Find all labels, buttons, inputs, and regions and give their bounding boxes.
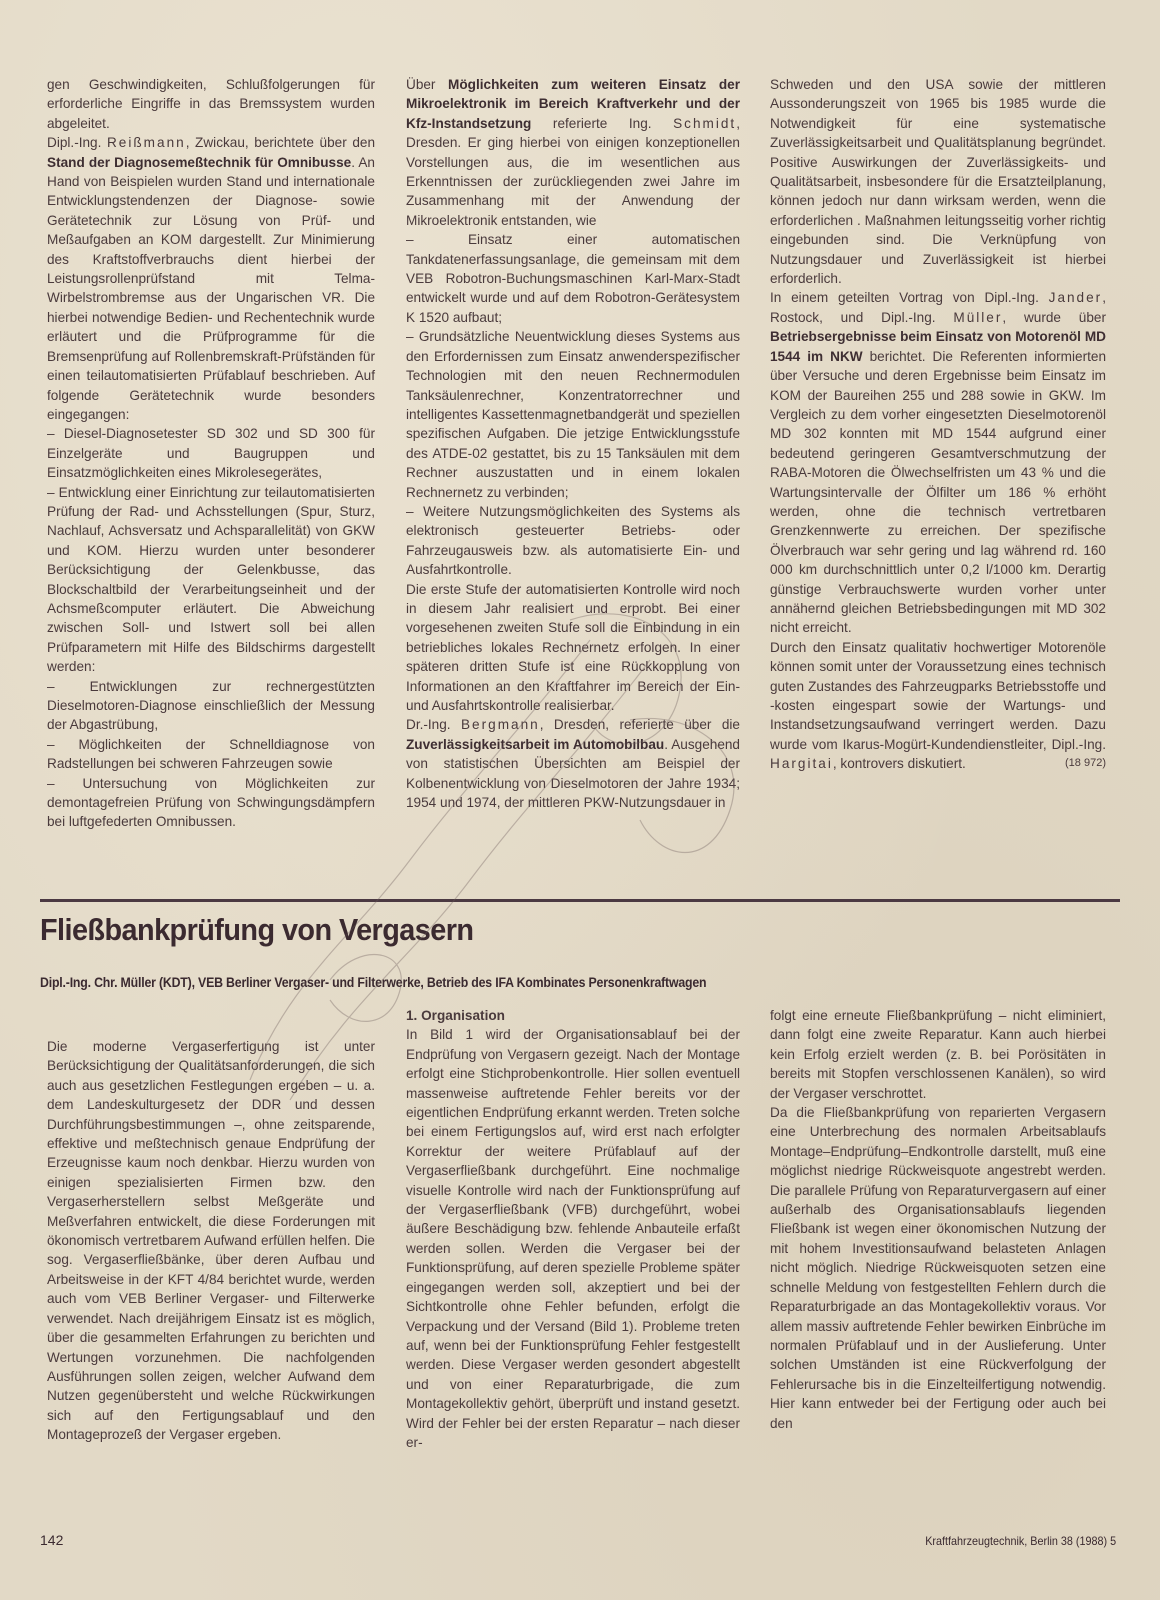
text-run: , kontrovers diskutiert.: [832, 756, 966, 772]
text-run: Dipl.-Ing.: [47, 135, 107, 151]
person-name: Bergmann: [460, 717, 540, 733]
paragraph: [47, 133, 375, 424]
text-run: , Dresden. Er ging hierbei von einigen konzeptionellen Vorstellungen aus, die im wesentlichen aus Erkenntnissen der zurückliegenden zwei Jahre im Zusammenhang mit der Anwendung der Mikroelektronik entstanden, wie: [406, 115, 740, 228]
text-run: , wurde über: [1002, 309, 1107, 325]
section-heading: 1. Organisation: [406, 1008, 505, 1023]
paragraph: [406, 580, 740, 716]
text-run: – Möglichkeiten der Schnelldiagnose von Radstellungen bei schweren Fahrzeugen sowie: [47, 736, 375, 772]
text-run: Die moderne Vergaserfertigung ist unter Berücksichtigung der Qualitätsanforderungen, die sich auch aus gesetzlichen Festlegungen ergeben – u. a. dem Landeskulturgesetz der DDR und dessen Durchführungsbestimmungen –, ohne zeitsparende, effektive und meßtechnisch genaue Endprüfung der Erzeugnisse kaum noch denkbar. Hierzu wurden von einigen spezialisierten Firmen bzw. den Vergaserherstellern selbst Meßgeräte und Meßverfahren entwickelt, die diese Forderungen mit ökonomisch vertretbarem Aufwand erfüllen helfen. Die sog. Vergaserfließbänke, über deren Aufbau und Arbeitsweise in der KFT 4/84 berichtet wurde, werden auch vom VEB Berliner Vergaser- und Filterwerke verwendet. Nach dreijährigem Einsatz ist es möglich, über die gesammelten Erfahrungen zu berichten und Wertungen vorzunehmen. Die nachfolgenden Ausführungen sollen zeigen, welcher Aufwand dem Nutzen gegenübersteht und welche Rückwirkungen sich auf den Fertigungsablauf und den Montageprozeß der Vergaser ergeben.: [47, 1039, 375, 1443]
text-run: – Grundsätzliche Neuentwicklung dieses Systems aus den Erfordernissen zum Einsatz anwenderspezifischer Technologien mit den neuen Rechnermodulen Tanksäulenrechner, Konzentratorrechner und intelligentes Kassettenmagnetbandgerät und speziellen spezifischen Aufgaben. Die jetzige Entwicklungsstufe des ATDE-02 gestattet, bis zu 15 Tanksäulen mit dem Rechner auszustatten und in einem lokalen Rechnernetz zu verbinden;: [406, 329, 740, 500]
text-run: Durch den Einsatz qualitativ hochwertiger Motorenöle können somit unter der Voraussetzung eines technisch guten Zustandes des Fahrzeugparks Betriebsstoffe und -kosten eingespart sowie der Wartungs- und Instandsetzungsaufwand verringert werden. Dazu wurde vom Ikarus-Mogürt-Kundendienstleiter, Dipl.-Ing.: [770, 639, 1106, 752]
bold-phrase: Betriebsergebnisse beim Einsatz von Motorenöl MD 1544 im NKW: [770, 329, 1106, 364]
text-run: folgt eine erneute Fließbankprüfung – nicht eliminiert, dann folgt eine zweite Reparatur. Kann auch hierbei kein Erfolg erzielt werden (z. B. bei Porösitäten in bereits mit Stopfen verschlossenen Kanälen), so wird der Vergaser verschrottet.: [770, 1008, 1106, 1101]
text-run: In Bild 1 wird der Organisationsablauf bei der Endprüfung von Vergasern gezeigt. Nach der Montage erfolgt eine Stichprobenkontrolle. Hier sollen eventuell massenweise auftretende Fehler bereits vor der eigentlichen Endprüfung erkannt werden. Treten solche bei einem Fertigungslos auf, wird erst nach erfolgter Korrektur der weitere Prüfablauf auf der Vergaserfließbank durchgeführt. Eine nochmalige visuelle Kontrolle wird nach der Funktionsprüfung auf der Vergaserfließbank (VFB) durchgeführt, wobei äußere Beschädigung bzw. fehlende Anbauteile erfaßt werden sollen. Werden die Vergaser bei der Funktionsprüfung, auf deren spezielle Probleme später eingegangen werden soll, akzeptiert und bei der Sichtkontrolle ohne Fehler befunden, erfolgt die Verpackung und der Versand (Bild 1). Probleme treten auf, wenn bei der Funktionsprüfung Fehler festgestellt werden. Diese Vergaser werden gesondert abgestellt und von einer Reparaturbrigade, die zum Montagekollektiv gehört, überprüft und instand gesetzt. Wird der Fehler bei der ersten Reparatur – nach dieser er-: [406, 1027, 740, 1450]
bold-phrase: Möglichkeiten zum weiteren Einsatz der Mikroelektronik im Bereich Kraftverkehr und der Kfz-Instandsetzung: [406, 77, 740, 131]
text-run: – Entwicklungen zur rechnergestützten Dieselmotoren-Diagnose einschließlich der Messung der Abgastrübung,: [47, 678, 375, 733]
text-run: – Untersuchung von Möglichkeiten zur demontagefreien Prüfung von Schwingungsdämpfern bei luftgefederten Omnibussen.: [47, 775, 375, 830]
article-column-2-text: [406, 1025, 740, 1452]
page-number: 142: [40, 1532, 64, 1548]
text-run: – Einsatz einer automatischen Tankdatenerfassungsanlage, die gemeinsam mit dem VEB Robotron-Buchungsmaschinen Karl-Marx-Stadt entwickelt wurde und auf dem Robotron-Gerätesystem K 1520 aufbaut;: [406, 232, 740, 325]
paragraph: [406, 502, 740, 580]
paragraph: [47, 735, 375, 774]
text-run: Die erste Stufe der automatisierten Kontrolle wird noch in diesem Jahr realisiert und erprobt. Bei einer vorgesehenen zweiten Stufe soll die Einbindung in ein betriebliches lokales Rechnernetz erfolgen. In einer späteren dritten Stufe ist eine Rückkopplung von Informationen an den Kraftfahrer im Bereich der Ein- und Ausfahrtskontrolle realisierbar.: [406, 581, 740, 713]
person-name: Schmidt: [673, 115, 737, 131]
text-run: – Weitere Nutzungsmöglichkeiten des Systems als elektronisch gesteuerter Betriebs- oder Fahrzeugausweis bzw. als automatisierte Ein- und Ausfahrtkontrolle.: [406, 503, 740, 578]
text-run: berichtet. Die Referenten informierten über Versuche und deren Ergebnisse beim Einsatz im KOM der Baureihen 255 und 288 sowie in GKW. Im Vergleich zu dem vorher eingesetzten Dieselmotorenöl MD 302 konnten mit MD 1544 aufgrund einer bedeutend geringeren Gesamtverschmutzung der RABA-Motoren die Ölwechselfristen um 43 % und die Wartungsintervalle der Ölfilter um 186 % erhöht werden, ohne die technisch vertretbaren Grenzkennwerte zu erreichen. Der spezifische Ölverbrauch war sehr gering und lag während rd. 160 000 km durchschnittlich unter 0,2 l/1000 km. Derartig günstige Verbrauchswerte wurden vorher unter annähernd gleichen Betriebsbedingungen mit MD 302 nicht erreicht.: [770, 348, 1107, 636]
paragraph: [47, 75, 375, 133]
text-run: gen Geschwindigkeiten, Schlußfolgerungen für erforderliche Eingriffe in das Bremssystem wurden abgeleitet.: [47, 77, 375, 131]
paragraph: [47, 1037, 375, 1445]
paragraph: [770, 638, 1106, 774]
paragraph: [47, 483, 375, 677]
paragraph: [770, 1103, 1106, 1433]
person-name: Jander: [1048, 290, 1103, 306]
paragraph: [770, 288, 1106, 637]
text-run: Schweden und den USA sowie der mittleren Aussonderungszeit von 1965 bis 1985 wurde die Notwendigkeit für eine systematische Zuverlässigkeitsarbeit und Qualitätsplanung begründet. Positive Auswirkungen der Zuverlässigkeits- und Qualitätsarbeit, insbesondere für die Ersatzteilplanung, können jedoch nur dann wirksam werden, wenn die erforderlichen . Maßnahmen leitungsseitig vorher richtig eingebunden sind. Die Verknüpfung von Nutzungsdauer und Zuverlässigkeit ist hierbei erforderlich.: [770, 77, 1106, 287]
paragraph: [406, 75, 740, 230]
reference-number: (18 972): [1065, 757, 1106, 770]
paragraph: [406, 327, 740, 502]
text-run: referierte Ing.: [531, 115, 674, 131]
text-run: . Ausgehend von statistischen Übersichten am Beispiel der Kolbenentwicklung von Dieselmotoren der Jahre 1934; 1954 und 1974, der mittleren PKW-Nutzungsdauer in: [406, 736, 740, 811]
text-run: – Diesel-Diagnosetester SD 302 und SD 300 für Einzelgeräte und Baugruppen und Einsatzmöglichkeiten eines Mikrolesegerätes,: [47, 426, 375, 481]
text-run: In einem geteilten Vortrag von Dipl.-Ing.: [770, 290, 1049, 306]
person-name: Reißmann: [106, 135, 186, 151]
paragraph: [406, 1025, 740, 1452]
text-run: , Dresden, referierte über die: [539, 717, 740, 733]
paragraph: [770, 1006, 1106, 1103]
article-byline: Dipl.-Ing. Chr. Müller (KDT), VEB Berliner Vergaser- und Filterwerke, Betrieb des IFA Kombinates Personenkraftwagen: [40, 975, 707, 990]
upper-column-1: [47, 75, 375, 832]
text-run: Da die Fließbankprüfung von reparierten Vergasern eine Unterbrechung des normalen Arbeitsablaufs Montage–Endprüfung–Endkontrolle darstellt, muß eine möglichst niedrige Rückweisquote angestrebt werden. Die parallele Prüfung von Reparaturvergasern auf einer außerhalb des Organisationsablaufs liegenden Fließbank ist wegen einer ökonomischen Nutzung der mit hohem Investitionsaufwand belasteten Anlagen nicht möglich. Niedrige Rückweisquoten setzen eine schnelle Meldung von festgestellten Fehlern durch die Reparaturbrigade an das Montagekollektiv voraus. Vor allem massiv auftretende Fehler bewirken Einbrüche im normalen Prüfablauf und in der Auslieferung. Unter solchen Umständen ist eine Rückverfolgung der Fehlerursache bis in die Einzelteilfertigung notwendig. Hier kann entweder bei der Fertigung oder auch bei den: [770, 1105, 1106, 1431]
bold-phrase: Zuverlässigkeitsarbeit im Automobilbau: [406, 736, 665, 752]
article-column-3: [770, 1006, 1106, 1433]
paragraph: [406, 230, 740, 327]
article-title: Fließbankprüfung von Vergasern: [40, 912, 474, 947]
paragraph: [47, 677, 375, 735]
paragraph: [770, 75, 1106, 288]
upper-column-3-text: [770, 75, 1106, 774]
text-run: Über: [406, 77, 449, 92]
text-run: – Entwicklung einer Einrichtung zur teilautomatisierten Prüfung der Rad- und Achsstellungen (Spur, Sturz, Nachlauf, Achsversatz und Achsparallelität) von GKW und KOM. Hierzu wurden unter besonderer Berücksichtigung der Gelenkbusse, das Blockschaltbild der Verarbeitungseinheit und der Achsmeßcomputer erläutert. Die Abweichung zwischen Soll- und Istwert soll bei allen Prüfparametern mit Hilfe des Bildschirms dargestellt werden:: [47, 484, 375, 675]
text-run: . An Hand von Beispielen wurden Stand und internationale Entwicklungstendenzen der Diagnose- sowie Gerätetechnik zur Lösung von Prüf- und Meßaufgaben an KOM dargestellt. Zur Minimierung des Kraftstoffverbrauchs dient hierbei der Leistungsrollenprüfstand mit Telma-Wirbelstrombremse aus der Ungarischen VR. Die hierbei notwendige Bedien- und Rechentechnik wurde erläutert und die Prüfprogramme für die Bremsenprüfung auf Rollenbremskraft-Prüfständen für einen teilautomatisierten Prüfablauf beschrieben. Auf folgende Gerätetechnik wurde besonders eingegangen:: [47, 154, 375, 422]
text-run: , Rostock, und Dipl.-Ing.: [770, 290, 1106, 325]
section-divider: [40, 899, 1120, 902]
paragraph: [47, 774, 375, 832]
journal-citation: Kraftfahrzeugtechnik, Berlin 38 (1988) 5: [925, 1534, 1116, 1548]
bold-phrase: Stand der Diagnosemeßtechnik für Omnibusse: [47, 154, 352, 170]
person-name: Hargitai: [770, 756, 833, 772]
person-name: Müller: [953, 309, 1003, 325]
article-column-2: [406, 1006, 740, 1452]
upper-column-2: [406, 75, 740, 812]
paragraph: [406, 715, 740, 812]
paragraph: [47, 424, 375, 482]
text-run: Dr.-Ing.: [406, 717, 461, 733]
article-column-1: [47, 1037, 375, 1445]
text-run: , Zwickau, berichtete über den: [185, 135, 376, 151]
upper-column-3: [770, 75, 1106, 774]
